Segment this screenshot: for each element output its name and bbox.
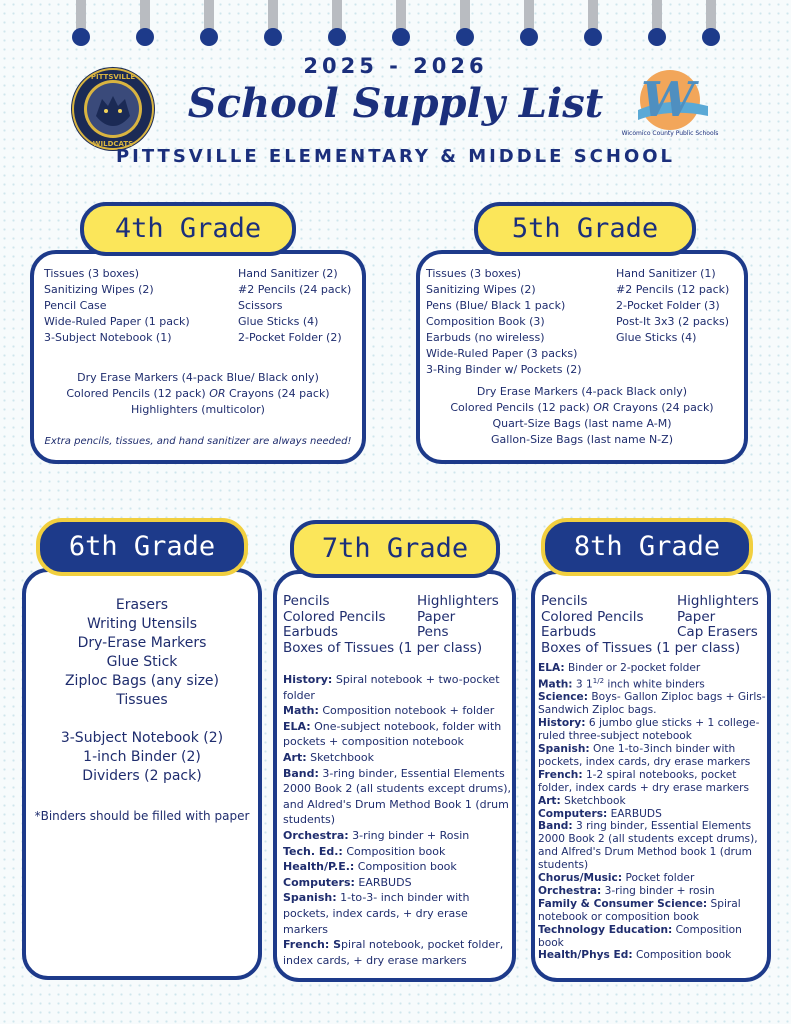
binding-ring [328, 0, 346, 48]
list-item: Colored Pencils [283, 608, 386, 625]
grade6-list [26, 596, 258, 786]
list-item: Earbuds (no wireless) [426, 331, 545, 344]
list-item: Cap Erasers [677, 624, 758, 640]
logo-caption: Wicomico County Public Schools [621, 130, 719, 137]
list-item: Hand Sanitizer (2) [238, 267, 338, 280]
subject-item: History: 6 jumbo glue sticks + 1 college-ruled three-subject notebook [538, 717, 760, 743]
subject-item: Orchestra: 3-ring binder + Rosin [283, 828, 470, 842]
grade4-right-list [238, 266, 351, 346]
list-item: Pens [417, 624, 449, 640]
list-item: Paper [677, 608, 716, 625]
grade6-note: *Binders should be filled with paper [34, 809, 250, 823]
list-item: Highlighters [417, 593, 499, 609]
list-item: Composition Book (3) [426, 315, 545, 328]
list-item: #2 Pencils (12 pack) [616, 283, 730, 296]
list-item: Wide-Ruled Paper (1 pack) [44, 315, 190, 328]
school-year: 2025 - 2026 [303, 54, 488, 78]
subject-item: French: 1-2 spiral notebooks, pocket folder, index cards + dry erase markers [538, 768, 749, 794]
binding-ring [584, 0, 602, 48]
school-name: PITTSVILLE ELEMENTARY & MIDDLE SCHOOL [115, 146, 676, 167]
list-item: Glue Stick [106, 654, 178, 670]
grade7-box [273, 570, 516, 982]
list-item: Hand Sanitizer (1) [616, 267, 716, 280]
binding-ring [520, 0, 538, 48]
grade5-center-list [420, 384, 744, 448]
list-item: Boxes of Tissues (1 per class) [283, 639, 483, 656]
list-item: Sanitizing Wipes (2) [44, 283, 154, 296]
list-item: 2-Pocket Folder (2) [238, 331, 342, 344]
grade6-label: 6th Grade [36, 518, 248, 576]
subject-item: Orchestra: 3-ring binder + rosin [538, 884, 715, 897]
list-item: 2-Pocket Folder (3) [616, 299, 720, 312]
grade5-box [416, 250, 748, 464]
list-item: Pencils [541, 593, 588, 609]
subject-item: Family & Consumer Science: Spiral notebook or composition book [538, 897, 741, 923]
subject-item: Chorus/Music: Pocket folder [538, 872, 695, 885]
list-item: Earbuds [283, 624, 339, 640]
subject-item: Art: Sketchbook [283, 750, 374, 764]
list-item: Quart-Size Bags (last name A-M) [492, 417, 672, 430]
subject-item: Art: Sketchbook [538, 794, 626, 807]
list-item: Highlighters (multicolor) [131, 403, 265, 416]
subject-item: Spanish: One 1-to-3inch binder with pockets, index cards, dry erase markers [538, 742, 751, 768]
list-item: Scissors [238, 299, 283, 312]
subject-item: Spanish: 1-to-3- inch binder with pockets, index cards, + dry erase markers [283, 891, 470, 936]
list-item: Sanitizing Wipes (2) [426, 283, 536, 296]
grade5-right-list [616, 266, 729, 346]
binding-ring [648, 0, 666, 48]
list-item: Boxes of Tissues (1 per class) [541, 639, 741, 656]
grade8-subjects [538, 662, 768, 962]
list-item: Post-It 3x3 (2 packs) [616, 315, 729, 328]
list-item: 3-Subject Notebook (1) [44, 331, 172, 344]
binding-ring [264, 0, 282, 48]
list-item: 1-inch Binder (2) [83, 749, 201, 765]
grade4-left-list [44, 266, 190, 346]
list-item: 3-Subject Notebook (2) [60, 730, 224, 746]
grade8-box [531, 570, 771, 982]
grade7-label: 7th Grade [290, 520, 500, 578]
list-item: Colored Pencils [541, 608, 644, 625]
subject-item: ELA: Binder or 2-pocket folder [538, 662, 701, 674]
list-item: Dry Erase Markers (4-pack Black only) [476, 385, 688, 398]
grade4-label: 4th Grade [80, 202, 296, 256]
list-item: Glue Sticks (4) [238, 315, 319, 328]
subject-item: Science: Boys- Gallon Ziploc bags + Girls- Sandwich Ziploc bags. [538, 691, 766, 717]
logo-text-top: PITTSVILLE [90, 73, 136, 81]
grade8-label: 8th Grade [541, 518, 753, 576]
grade5-label: 5th Grade [474, 202, 696, 256]
list-item: Dry-Erase Markers [77, 635, 207, 651]
subject-item: Math: 3 $1^{1/2}$ inch white binders [538, 676, 705, 691]
logo-text-bottom: WILDCATS [92, 140, 134, 148]
list-item: 3-Ring Binder w/ Pockets (2) [426, 363, 582, 376]
list-item: Tissues [116, 692, 168, 708]
list-item: Pens (Blue/ Black 1 pack) [426, 299, 566, 312]
list-item: Erasers [115, 597, 169, 613]
subject-item: History: Spiral notebook + two-pocket folder [283, 673, 500, 702]
list-item: Ziploc Bags (any size) [64, 673, 220, 689]
subject-item: Math: Composition notebook + folder [283, 704, 495, 718]
subject-item: Tech. Ed.: Composition book [283, 844, 446, 858]
list-item: Colored Pencils (12 pack) OR Crayons (24 pack) [66, 387, 330, 400]
grade4-box [30, 250, 366, 464]
list-item: Earbuds [541, 624, 597, 640]
binding-ring [456, 0, 474, 48]
binding-ring [72, 0, 90, 48]
list-item: Dividers (2 pack) [82, 768, 202, 784]
subject-item: Health/P.E.: Composition book [283, 860, 457, 874]
list-item: Dry Erase Markers (4-pack Blue/ Black only) [77, 371, 319, 384]
grade4-note: Extra pencils, tissues, and hand sanitizer are always needed! [44, 436, 352, 447]
grade7-subjects [283, 672, 511, 968]
subject-item: French: Spiral notebook, pocket folder, index cards, + dry erase markers [283, 938, 504, 967]
list-item: Colored Pencils (12 pack) OR Crayons (24 pack) [450, 401, 714, 414]
subject-item: Computers: EARBUDS [283, 875, 412, 889]
subject-item: Band: 3-ring binder, Essential Elements 2000 Book 2 (all students except drums), and Aldred's Drum Method Book 1 (drum students) [283, 766, 511, 827]
binding-ring [392, 0, 410, 48]
list-item: Gallon-Size Bags (last name N-Z) [491, 433, 673, 446]
list-item: Wide-Ruled Paper (3 packs) [426, 347, 578, 360]
subject-item: Computers: EARBUDS [538, 807, 662, 820]
list-item: Paper [417, 608, 456, 625]
list-item: Pencil Case [44, 299, 107, 312]
binding-ring [200, 0, 218, 48]
list-item: Pencils [283, 593, 330, 609]
grade4-center-list [34, 370, 362, 418]
binding-ring [702, 0, 720, 48]
subject-item: Band: 3 ring binder, Essential Elements 2000 Book 2 (all students except drums), and Alfred's Drum Method book 1 (drum students) [538, 820, 758, 872]
list-item: #2 Pencils (24 pack) [238, 283, 352, 296]
grade8-right-list [677, 594, 759, 641]
grade6-box [22, 568, 262, 980]
subject-item: ELA: One-subject notebook, folder with pockets + composition notebook [283, 719, 502, 749]
grade7-right-list [417, 594, 499, 641]
page-title: School Supply List [187, 80, 604, 127]
list-item: Highlighters [677, 593, 759, 609]
list-item: Glue Sticks (4) [616, 331, 697, 344]
subject-item: Health/Phys Ed: Composition book [538, 949, 732, 962]
grade5-left-list [426, 266, 582, 378]
list-item: Tissues (3 boxes) [44, 267, 139, 280]
logo-letter: W [641, 72, 695, 128]
list-item: Tissues (3 boxes) [426, 267, 521, 280]
subject-item: Technology Education: Composition book [538, 923, 742, 949]
binding-ring [136, 0, 154, 48]
list-item: Writing Utensils [86, 616, 198, 632]
